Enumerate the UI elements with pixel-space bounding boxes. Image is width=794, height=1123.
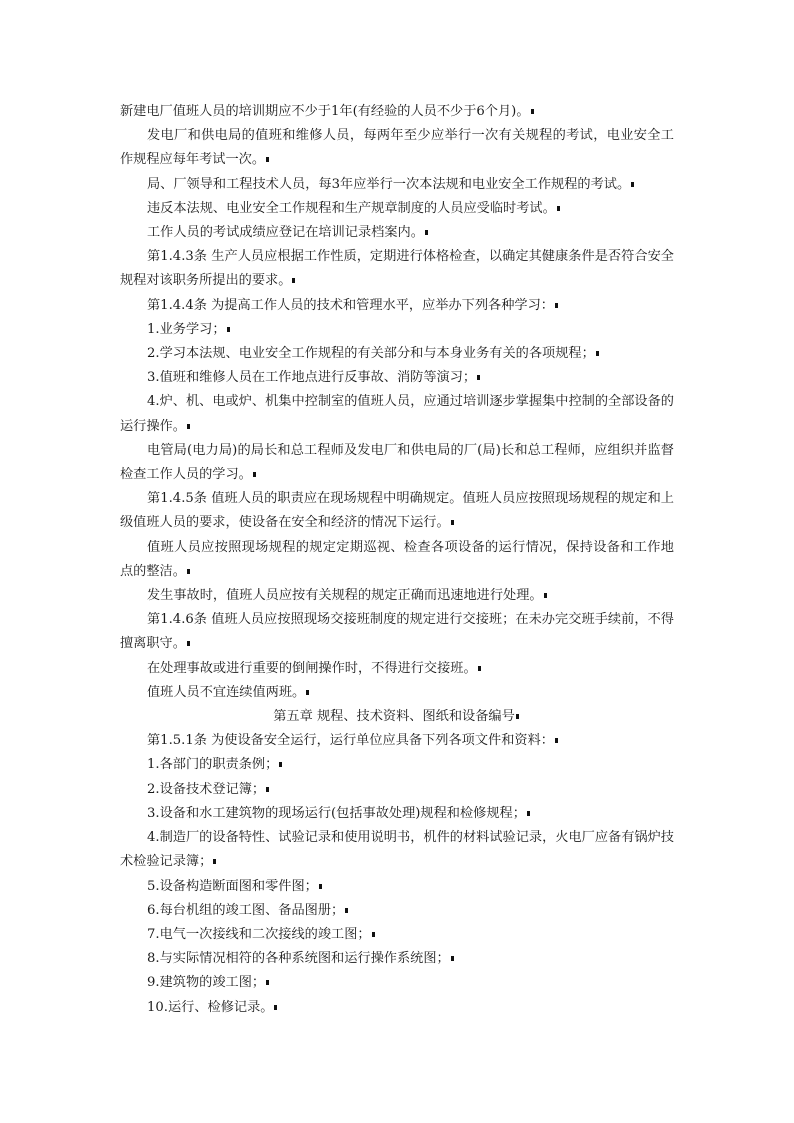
paragraph (120, 826, 674, 874)
paragraph-text: 第1.4.5条 值班人员的职责应在现场规程中明确规定。值班人员应按照现场规程的规定和上级值班人员的要求，使设备在安全和经济的情况下运行。 (120, 491, 674, 531)
paragraph-text: 3.设备和水工建筑物的现场运行(包括事故处理)规程和检修规程； (147, 805, 526, 821)
paragraph-end-mark (477, 375, 480, 380)
paragraph (120, 294, 674, 318)
paragraph-end-mark (451, 956, 454, 961)
paragraph-text: 9.建筑物的竣工图； (147, 975, 266, 991)
paragraph-end-mark (555, 303, 558, 308)
paragraph-text: 2.学习本法规、电业安全工作规程的有关部分和与本身业务有关的各项规程； (147, 346, 595, 362)
paragraph (120, 366, 674, 390)
paragraph-end-mark (425, 230, 428, 235)
paragraph-text: 第1.4.4条 为提高工作人员的技术和管理水平，应举办下列各种学习： (147, 297, 554, 313)
paragraph-end-mark (544, 593, 547, 598)
paragraph (120, 923, 674, 947)
paragraph-text: 违反本法规、电业安全工作规程和生产规章制度的人员应受临时考试。 (147, 200, 556, 216)
paragraph-end-mark (596, 351, 599, 356)
paragraph (120, 875, 674, 899)
paragraph-text: 值班人员不宜连续值两班。 (147, 684, 306, 700)
paragraph-end-mark (227, 327, 230, 332)
paragraph-text: 新建电厂值班人员的培训期应不少于1年(有经验的人员不少于6个月)。 (120, 104, 530, 119)
paragraph-text: 6.每台机组的竣工图、备品图册； (147, 902, 345, 918)
paragraph-text: 局、厂领导和工程技术人员，每3年应举行一次本法规和电业安全工作规程的考试。 (147, 176, 631, 192)
paragraph (120, 657, 674, 681)
paragraph-end-mark (531, 109, 534, 114)
paragraph-text: 4.制造厂的设备特性、试验记录和使用说明书，机件的材料试验记录，火电厂应备有锅炉技术检验记录簿； (120, 830, 674, 870)
paragraph-end-mark (187, 569, 190, 574)
paragraph-end-mark (372, 932, 375, 937)
paragraph-end-mark (266, 157, 269, 162)
paragraph-end-mark (266, 787, 269, 792)
paragraph-end-mark (516, 714, 519, 719)
paragraph (120, 753, 674, 777)
paragraph-end-mark (345, 908, 348, 913)
paragraph (120, 318, 674, 342)
paragraph-end-mark (631, 182, 634, 187)
paragraph-end-mark (187, 424, 190, 429)
paragraph (120, 971, 674, 995)
paragraph-text: 第1.5.1条 为使设备安全运行，运行单位应具备下列各项文件和资料： (147, 733, 554, 749)
paragraph-text: 1.各部门的职责条例； (147, 757, 279, 773)
paragraph-end-mark (527, 811, 530, 816)
paragraph-end-mark (213, 859, 216, 864)
paragraph (120, 487, 674, 535)
paragraph-text: 10.运行、检修记录。 (147, 999, 274, 1015)
paragraph (120, 221, 674, 245)
paragraph-end-mark (555, 738, 558, 743)
paragraph-end-mark (478, 666, 481, 671)
paragraph (120, 947, 674, 971)
paragraph (120, 584, 674, 608)
paragraph (120, 197, 674, 221)
paragraph-end-mark (319, 884, 322, 889)
paragraph-text: 在处理事故或进行重要的倒闸操作时，不得进行交接班。 (147, 660, 477, 676)
chapter-heading (120, 705, 674, 729)
paragraph (120, 342, 674, 366)
paragraph-text: 2.设备技术登记簿； (147, 781, 266, 797)
paragraph-text: 第五章 规程、技术资料、图纸和设备编号 (273, 709, 515, 725)
paragraph-end-mark (253, 472, 256, 477)
paragraph (120, 100, 674, 124)
paragraph-end-mark (274, 1005, 277, 1010)
paragraph-text: 发电厂和供电局的值班和维修人员，每两年至少应举行一次有关规程的考试，电业安全工作规程应每年考试一次。 (120, 128, 674, 168)
paragraph-text: 发生事故时，值班人员应按有关规程的规定正确而迅速地进行处理。 (147, 588, 543, 604)
paragraph-end-mark (266, 980, 269, 985)
paragraph-end-mark (279, 762, 282, 767)
paragraph-end-mark (451, 520, 454, 525)
paragraph-text: 5.设备构造断面图和零件图； (147, 878, 318, 894)
paragraph (120, 390, 674, 438)
paragraph-text: 值班人员应按照现场规程的规定定期巡视、检查各项设备的运行情况，保持设备和工作地点的整洁。 (120, 539, 674, 579)
paragraph (120, 536, 674, 584)
paragraph-end-mark (292, 278, 295, 283)
paragraph (120, 899, 674, 923)
document-body (120, 100, 674, 1020)
paragraph-end-mark (557, 206, 560, 211)
paragraph-text: 8.与实际情况相符的各种系统图和运行操作系统图； (147, 951, 450, 967)
paragraph (120, 778, 674, 802)
paragraph-text: 工作人员的考试成绩应登记在培训记录档案内。 (147, 225, 424, 241)
paragraph (120, 124, 674, 172)
paragraph (120, 245, 674, 293)
paragraph (120, 729, 674, 753)
paragraph-text: 3.值班和维修人员在工作地点进行反事故、消防等演习； (147, 370, 477, 386)
paragraph-text: 7.电气一次接线和二次接线的竣工图； (147, 926, 371, 942)
paragraph-end-mark (187, 641, 190, 646)
paragraph-text: 电管局(电力局)的局长和总工程师及发电厂和供电局的厂(局)长和总工程师，应组织并监督检查工作人员的学习。 (120, 442, 674, 483)
paragraph (120, 608, 674, 656)
paragraph-end-mark (306, 690, 309, 695)
paragraph-text: 1.业务学习； (147, 321, 226, 337)
paragraph (120, 439, 674, 487)
paragraph-text: 4.炉、机、电或炉、机集中控制室的值班人员，应通过培训逐步掌握集中控制的全部设备的运行操作。 (120, 394, 674, 434)
paragraph-text: 第1.4.3条 生产人员应根据工作性质，定期进行体格检查，以确定其健康条件是否符合安全规程对该职务所提出的要求。 (120, 249, 674, 289)
paragraph (120, 681, 674, 705)
paragraph-text: 第1.4.6条 值班人员应按照现场交接班制度的规定进行交接班；在未办完交班手续前，不得擅离职守。 (120, 612, 674, 652)
paragraph (120, 802, 674, 826)
paragraph (120, 173, 674, 197)
paragraph (120, 996, 674, 1020)
